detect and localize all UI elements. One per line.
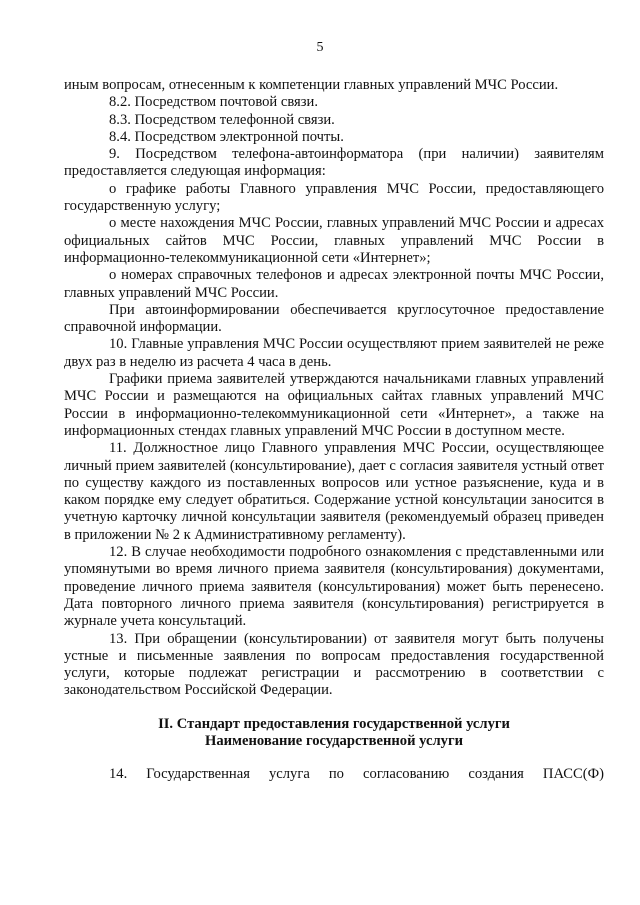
paragraph-12: 12. В случае необходимости подробного ознакомления с представленными или упомянутыми во время личного приема заявителя (консультирования) документами, проведение личного приема заявителя (консультирования) может быть перенесено. Дата повторного личного приема заявителя (консультирования) регистрируется в журнале учета консультаций. (64, 544, 604, 630)
paragraph-8-3: 8.3. Посредством телефонной связи. (109, 111, 335, 128)
paragraph-10: 10. Главные управления МЧС России осуществляют прием заявителей не реже двух раз в неделю из расчета 4 часа в день. (64, 336, 604, 370)
paragraph-8-4: 8.4. Посредством электронной почты. (109, 128, 344, 145)
paragraph-continuation: иным вопросам, отнесенным к компетенции главных управлений МЧС России. (64, 77, 559, 93)
paragraph-9-schedule: о графике работы Главного управления МЧС России, предоставляющего государственную услугу; (64, 180, 604, 215)
paragraph-13: 13. При обращении (консультировании) от заявителя могут быть получены устные и письменные заявления по вопросам предоставления государственной услуги, которые подлежат регистрации и рассмотрению в соответствии с законодательством Российской Федерации. (64, 630, 604, 699)
subsection-heading: Наименование государственной услуги (205, 732, 463, 749)
paragraph-14: 14. Государственная услуга по согласованию создания ПАСС(Ф) (109, 766, 604, 783)
paragraph-10-schedules: Графики приема заявителей утверждаются начальниками главных управлений МЧС России и размещаются на официальных сайтах главных управлений МЧС России в информационно-телекоммуникационной сети «Интернет», а также на информационных стендах главных управлений МЧС России в доступном месте. (64, 371, 604, 439)
paragraph-autoinform: При автоинформировании обеспечивается круглосуточное предоставление справочной информации. (64, 301, 604, 336)
paragraph-9: 9. Посредством телефона-автоинформатора (при наличии) заявителям предоставляется следующая информация: (64, 146, 604, 180)
paragraph-11: 11. Должностное лицо Главного управления МЧС России, осуществляющее личный прием заявителей (консультирование), дает с согласия заявителя устный ответ по существу каждого из поставленных вопросов или устное разъяснение, куда и в каком порядке ему следует обратиться. Содержание устной консультации заносится в учетную карточку личной консультации заявителя (рекомендуемый образец приведен в приложении № 2 к Административному регламенту). (64, 440, 604, 543)
document-body (64, 77, 604, 784)
page-number: 5 (316, 40, 324, 55)
section-heading: II. Стандарт предоставления государственной услуги (158, 715, 510, 732)
paragraph-9-phones: о номерах справочных телефонов и адресах электронной почты МЧС России, главных управлений МЧС России. (64, 267, 604, 301)
paragraph-8-2: 8.2. Посредством почтовой связи. (109, 94, 318, 111)
paragraph-9-location: о месте нахождения МЧС России, главных управлений МЧС России и адресах официальных сайтов МЧС России, главных управлений МЧС России в информационно-телекоммуникационной сети «Интернет»; (64, 215, 604, 266)
